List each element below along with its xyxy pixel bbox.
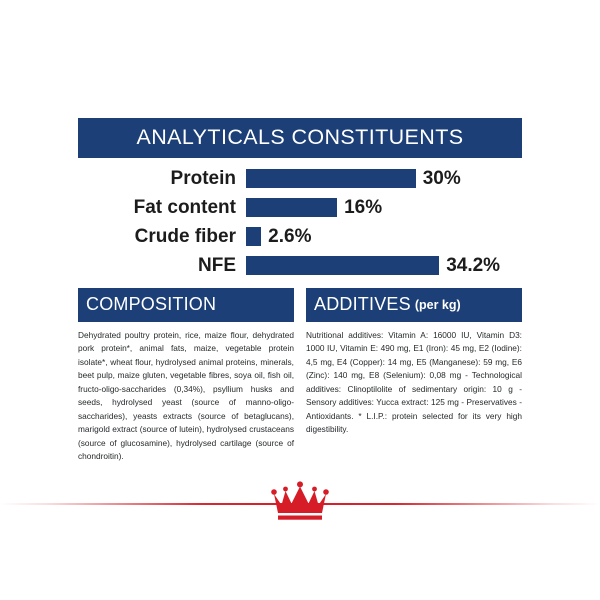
- bar-fill-protein: [246, 169, 416, 188]
- composition-panel: [78, 288, 294, 463]
- bar-fill-fat-content: [246, 198, 337, 217]
- additives-text: Nutritional additives: Vitamin A: 16000 IU, Vitamin D3: 1000 IU, Vitamin E: 490 mg, E1 (Iron): 45 mg, E2 (Iodine): 4,5 mg, E4 (Copper): 14 mg, E5 (Manganese): 59 mg, E6 (Zinc): 140 mg, E8 (Selenium): 0,08 mg - Technological additives: Clinoptilolite of sedimentary origin: 10 g - Sensory additives: Yucca extract: 125 mg - Preservatives - Antioxidants. * L.I.P.: protein selected for its very high digestibility.: [306, 330, 522, 435]
- bar-row-nfe: [78, 252, 522, 279]
- analyticals-bar-chart: [78, 165, 522, 279]
- bar-label-crude-fiber: Crude fiber: [134, 225, 236, 247]
- bar-fill-nfe: [246, 256, 439, 275]
- bar-value-nfe: 34.2%: [446, 254, 501, 276]
- bar-track-nfe: [246, 252, 522, 279]
- bar-track-protein: [246, 165, 522, 192]
- composition-text: Dehydrated poultry protein, rice, maize flour, dehydrated pork protein*, animal fats, maize, vegetable protein isolate*, wheat flour, hydrolysed animal proteins, minerals, beet pulp, maize gluten, vegetable fibres, soya oil, fish oil, fructo-oligo-saccharides (0,34%), psyllium husks and seeds, hydrolysed yeast (source of manno-oligo-saccharides), yeasts extracts (source of betaglucans), marigold extract (source of lutein), hydrolysed crustaceans (source of glucosamine), hydrolysed cartilage (source of chondroitin).: [78, 330, 294, 461]
- bar-value-fat-content: 16%: [344, 196, 383, 218]
- bar-row-crude-fiber: [78, 223, 522, 250]
- bar-track-fat-content: [246, 194, 522, 221]
- analyticals-title: ANALYTICALS CONSTITUENTS: [78, 118, 522, 158]
- bar-label-fat-content: Fat content: [133, 196, 236, 218]
- additives-title: ADDITIVES: [314, 294, 411, 314]
- additives-panel: [306, 288, 522, 463]
- additives-header: [306, 288, 522, 322]
- bar-label-nfe: NFE: [198, 254, 236, 276]
- bar-value-crude-fiber: 2.6%: [268, 225, 312, 247]
- bar-row-fat-content: [78, 194, 522, 221]
- bar-fill-crude-fiber: [246, 227, 261, 246]
- composition-header: [78, 288, 294, 322]
- crown-icon: [271, 481, 329, 525]
- bar-value-protein: 30%: [422, 167, 461, 189]
- additives-subtitle: (per kg): [414, 298, 461, 312]
- composition-title: COMPOSITION: [86, 294, 217, 314]
- bar-track-crude-fiber: [246, 223, 522, 250]
- bar-label-protein: Protein: [170, 167, 236, 189]
- bar-row-protein: [78, 165, 522, 192]
- detail-panels: [78, 288, 522, 463]
- analyticals-constituents-section: [78, 118, 522, 281]
